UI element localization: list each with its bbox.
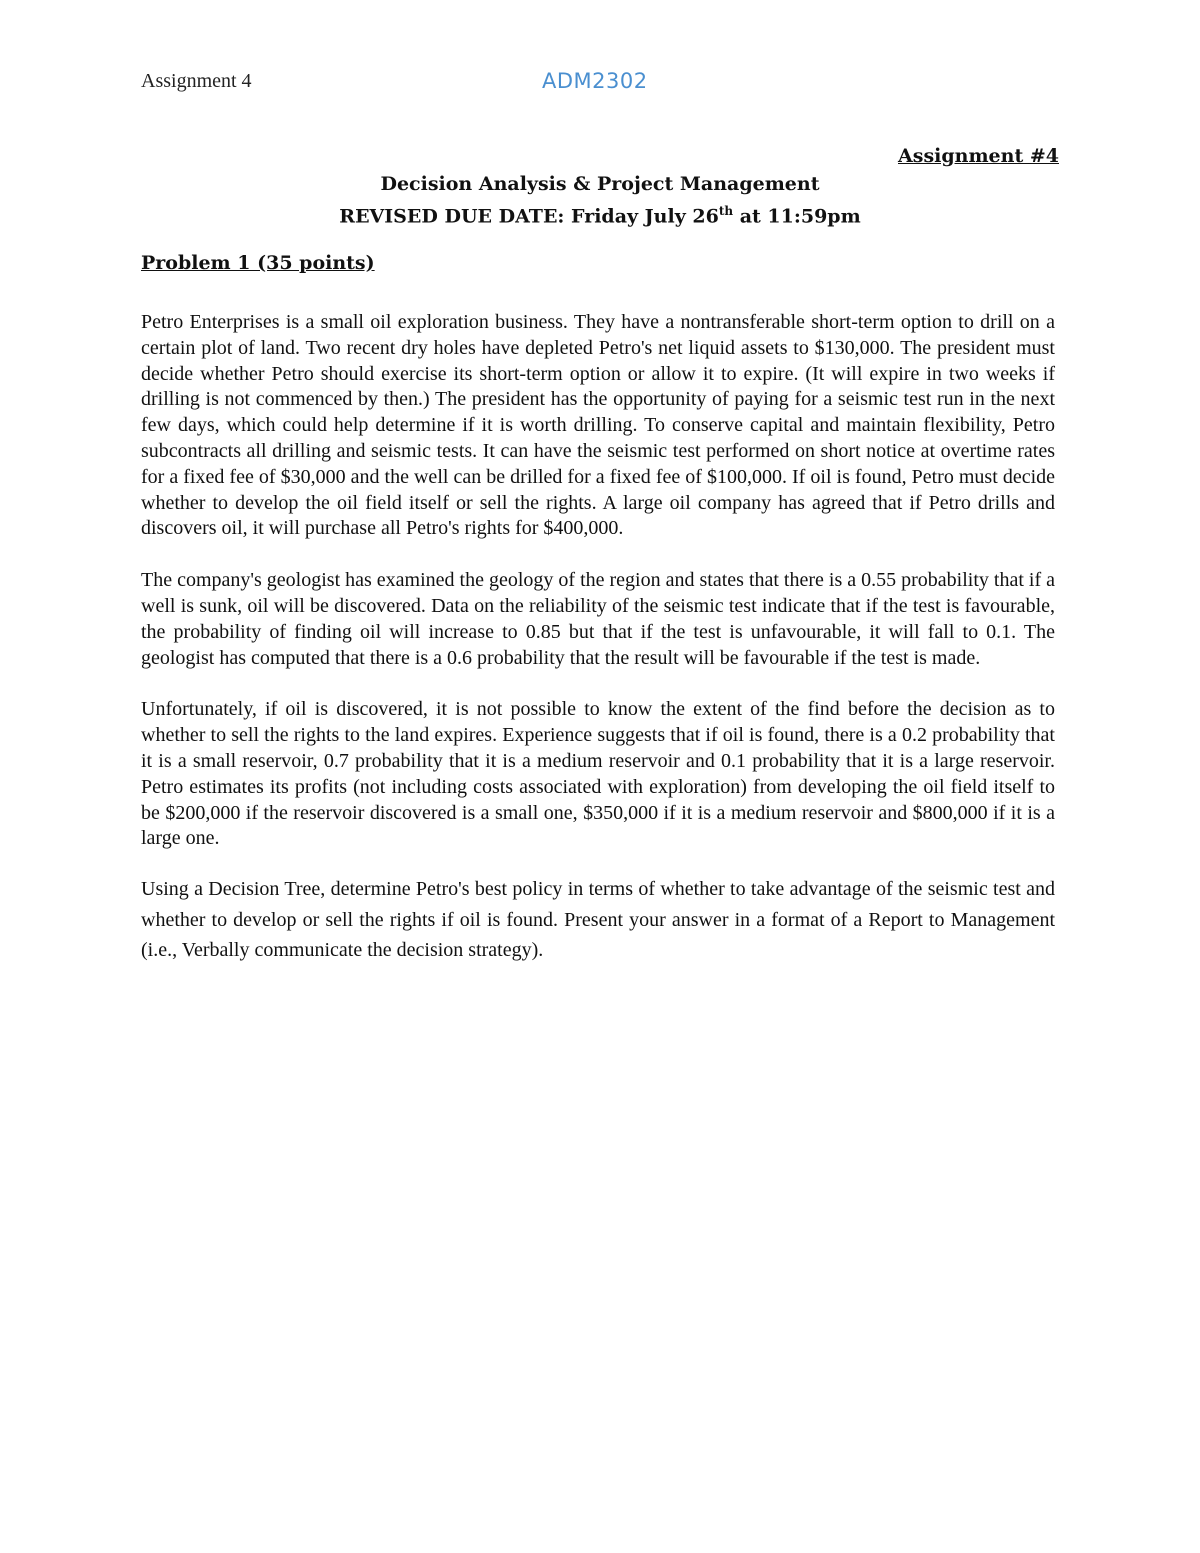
document-title: Decision Analysis & Project Management [380, 173, 820, 195]
problem-body [141, 310, 1055, 992]
header-assignment-label: Assignment 4 [141, 70, 252, 92]
due-date-line [141, 198, 1059, 230]
paragraph: The company's geologist has examined the geology of the region and states that there is a 0.55 probability that if a well is sunk, oil will be discovered. Data on the reliability of the seismic test indicate that if the test is favourable, the probability of finding oil will increase to 0.85 but that if the test is unfavourable, it will fall to 0.1. The geologist has computed that there is a 0.6 probability that the result will be favourable if the test is made. [141, 569, 1055, 669]
header-course-code: ADM2302 [542, 69, 648, 93]
due-date-suffix: at 11:59pm [733, 205, 861, 228]
assignment-number: Assignment #4 [898, 145, 1059, 167]
due-date-prefix: REVISED DUE DATE: Friday July 26 [339, 205, 719, 228]
paragraph: Using a Decision Tree, determine Petro's best policy in terms of whether to take advantage of the seismic test and whether to develop or sell the rights if oil is found. Present your answer in a format of a Report to Management (i.e., Verbally communicate the decision strategy). [141, 878, 1055, 962]
title-block [141, 171, 1059, 230]
paragraph: Unfortunately, if oil is discovered, it is not possible to know the extent of the find before the decision as to whether to sell the rights to the land expires. Experience suggests that if oil is found, there is a 0.2 probability that it is a small reservoir, 0.7 probability that it is a medium reservoir and 0.1 probability that it is a large reservoir. Petro estimates its profits (not including costs associated with exploration) from developing the oil field itself to be $200,000 if the reservoir discovered is a small one, $350,000 if it is a medium reservoir and $800,000 if it is a large one. [141, 698, 1055, 850]
due-date-ordinal: th [718, 204, 734, 218]
problem-heading: Problem 1 (35 points) [141, 252, 375, 274]
paragraph: Petro Enterprises is a small oil exploration business. They have a nontransferable short-term option to drill on a certain plot of land. Two recent dry holes have depleted Petro's net liquid assets to $130,000. The president must decide whether Petro should exercise its short-term option or allow it to expire. (It will expire in two weeks if drilling is not commenced by then.) The president has the opportunity of paying for a seismic test run in the next few days, which could help determine if it is worth drilling. To conserve capital and maintain flexibility, Petro subcontracts all drilling and seismic tests. It can have the seismic test performed on short notice at overtime rates for a fixed fee of $30,000 and the well can be drilled for a fixed fee of $100,000. If oil is found, Petro must decide whether to develop the oil field itself or sell the rights. A large oil company has agreed that if Petro drills and discovers oil, it will purchase all Petro's rights for $400,000. [141, 311, 1055, 540]
